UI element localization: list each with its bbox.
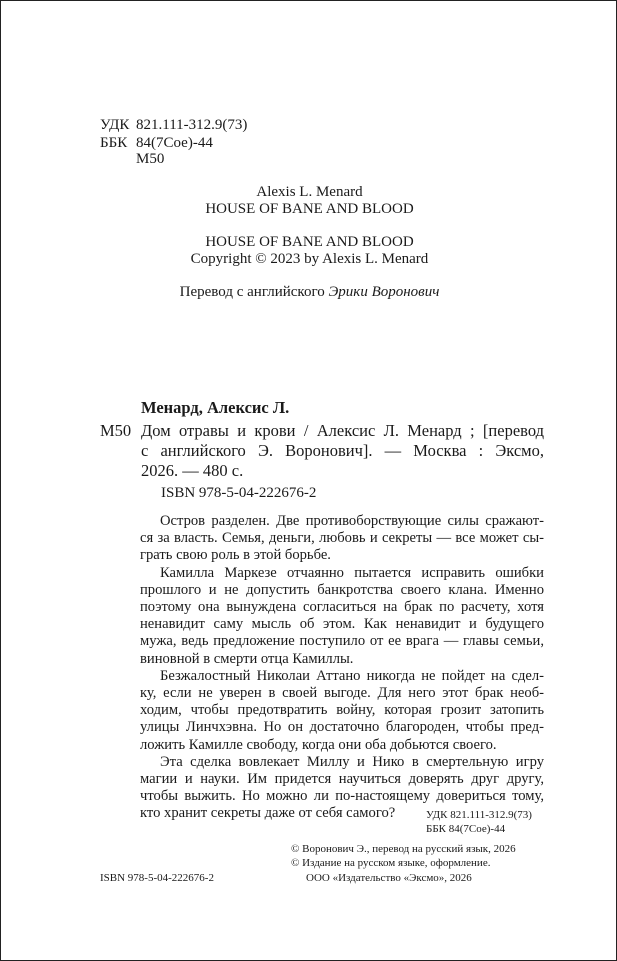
annotation-line: Эта сделка вовлекает Миллу и Нико в смертельную игру (160, 753, 544, 770)
annotation (140, 513, 544, 823)
bbk-label: ББК (100, 135, 128, 151)
annotation-line: Остров разделен. Две противоборствующие силы сражают- (160, 513, 544, 529)
udk-bottom: УДК 821.111-312.9(73) (426, 809, 532, 821)
biblio-line: с английского Э. Воронович]. — Москва : Эксмо, (141, 441, 544, 460)
annotation-line: Камилла Маркезе отчаянно пытается исправить ошибки (160, 564, 544, 581)
annotation-line: ку, если не уверен в своей выгоде. Для него этот брак необ- (140, 685, 544, 702)
biblio-line: 2026. — 480 с. (141, 461, 244, 480)
annotation-line: улицы Линчхэвна. Но он достаточно благороден, чтобы пред- (140, 719, 544, 736)
annotation-line: ложить Камилле свободу, когда они оба добьются своего. (140, 736, 497, 753)
original-title-repeat: HOUSE OF BANE AND BLOOD (205, 234, 414, 250)
bbk-value: 84(7Сое)-44 (136, 135, 213, 151)
translator-name: Эрики Воронович (328, 284, 440, 300)
annotation-line: ся за власть. Семья, деньги, любовь и секреты — все может сы- (140, 530, 544, 547)
annotation-line: магии и науки. Им придется научиться доверять друг другу, (140, 771, 544, 788)
original-author: Alexis L. Menard (256, 184, 363, 200)
annotation-line: прошлого и не допустить банкротства своего клана. Именно (140, 581, 544, 598)
annotation-line: Безжалостный Николаи Аттано никогда не пойдет на сдел- (160, 667, 544, 684)
annotation-line: ходим, чтобы предотвратить войну, которая грозит затопить (140, 702, 544, 719)
copyright-edition: © Издание на русском языке, оформление. (291, 857, 491, 869)
annotation-line: поэтому она вынуждена согласиться на брак по расчету, хотя (140, 599, 544, 616)
biblio-author-mark: М50 (100, 421, 132, 440)
annotation-line: чтобы выжить. Но можно ли по-настоящему довериться тому, (140, 788, 544, 805)
annotation-line: мужа, ведь предложение поступило от ее врага — главы семьи, (140, 633, 544, 650)
original-title: HOUSE OF BANE AND BLOOD (205, 201, 414, 217)
copyright-line: Copyright © 2023 by Alexis L. Menard (190, 251, 429, 267)
isbn: ISBN 978-5-04-222676-2 (161, 485, 317, 501)
translation-credit (1, 284, 617, 301)
annotation-line: ненавидит саму мысль об этом. Как ненавидит и будущего (140, 616, 544, 633)
bbk-bottom: ББК 84(7Сое)-44 (426, 823, 506, 835)
copyright-translation: © Воронович Э., перевод на русский язык, 2026 (291, 843, 516, 855)
author-mark: М50 (136, 151, 165, 167)
annotation-line: грать свою роль в этой борьбе. (140, 547, 331, 564)
biblio-description (141, 421, 544, 481)
translation-prefix: Перевод с английского (179, 284, 329, 300)
biblio-line: Дом отравы и крови / Алексис Л. Менард ; [перевод (141, 421, 544, 440)
isbn-bottom: ISBN 978-5-04-222676-2 (100, 872, 214, 884)
udk-label: УДК (100, 117, 130, 133)
annotation-line: виновной в смерти отца Камиллы. (140, 650, 354, 667)
udk-value: 821.111-312.9(73) (136, 117, 248, 133)
annotation-line: кто хранит секреты даже от себя самого? (140, 805, 396, 822)
copyright-publisher: ООО «Издательство «Эксмо», 2026 (306, 872, 472, 884)
biblio-heading-author: Менард, Алексис Л. (141, 398, 290, 417)
